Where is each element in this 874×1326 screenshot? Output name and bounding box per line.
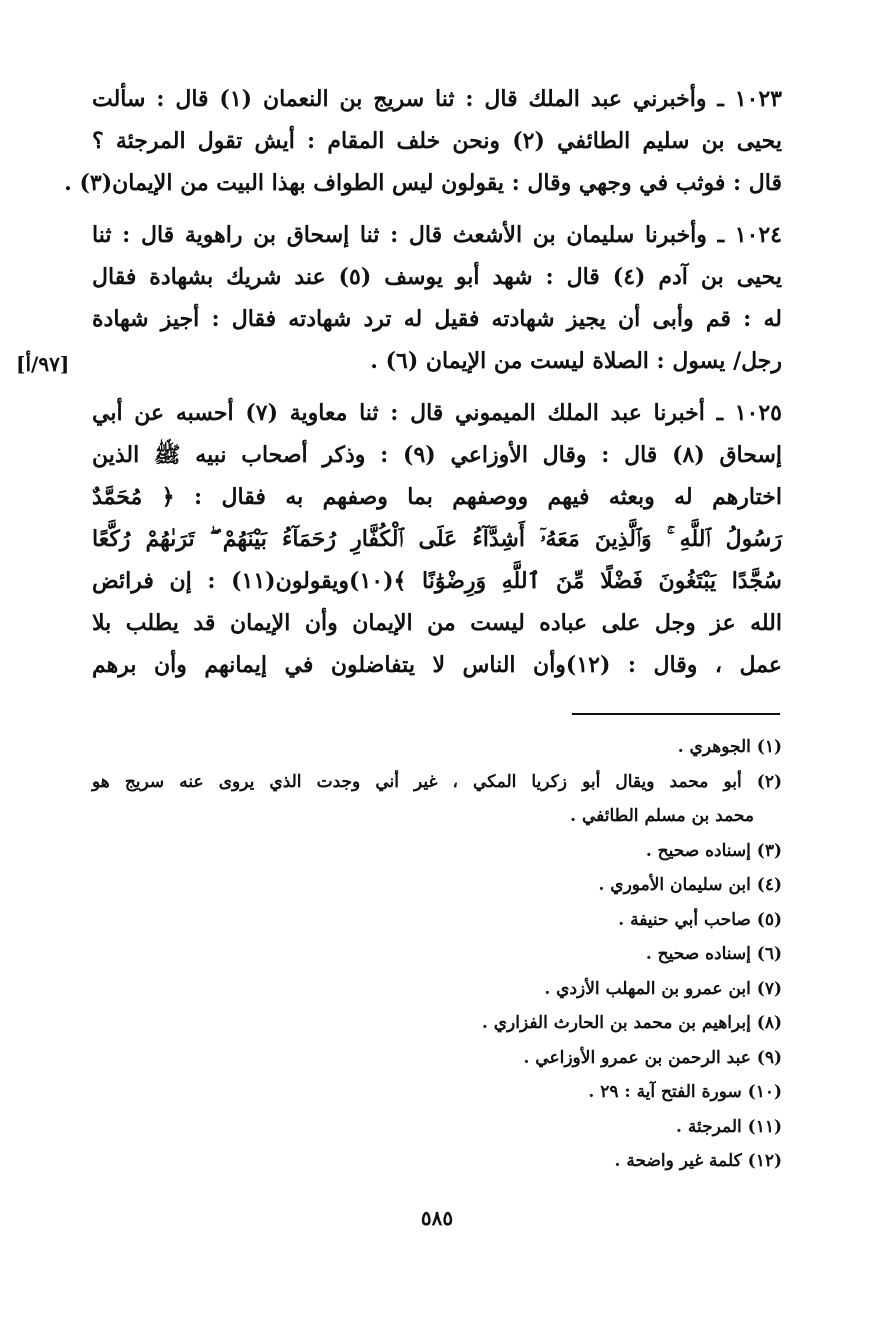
footnote-separator bbox=[572, 713, 780, 715]
footnote: (٢) أبو محمد ويقال أبو زكريا المكي ، غير أني وجدت الذي يروى عنه سريج هو bbox=[92, 771, 782, 792]
footnote: (٦) إسناده صحيح . bbox=[645, 944, 782, 964]
footnotes bbox=[92, 730, 782, 1179]
footnote: (٥) صاحب أبي حنيفة . bbox=[618, 909, 782, 930]
footnote: (٤) ابن سليمان الأموري . bbox=[598, 875, 782, 895]
text-line: الله عز وجل على عباده ليست من الإيمان وأن الإيمان قد يطلب بلا bbox=[92, 610, 782, 636]
footnote: (١٢) كلمة غير واضحة . bbox=[614, 1151, 782, 1171]
main-text-body bbox=[64, 78, 782, 696]
footnote: (٧) ابن عمرو بن المهلب الأزدي . bbox=[544, 978, 782, 999]
text-line: إسحاق (٨) قال : وقال الأوزاعي (٩) : وذكر أصحاب نبيه ﷺ الذين bbox=[92, 442, 782, 468]
text-line: اختارهم له وبعثه فيهم ووصفهم بما وصفهم به فقال : ﴿ مُحَمَّدٌ bbox=[92, 484, 782, 510]
text-line: ١٠٢٥ ـ أخبرنا عبد الملك الميموني قال : ثنا معاوية (٧) أحسبه عن أبي bbox=[92, 400, 782, 426]
text-line: يحيى بن سليم الطائفي (٢) ونحن خلف المقام : أيش تقول المرجئة ؟ bbox=[92, 128, 782, 154]
quran-verse-line: سُجَّدًا يَبْتَغُونَ فَضْلًا مِّنَ ٱللَّهِ وَرِضْوَٰنًا ﴾(١٠)ويقولون(١١) : إن فرائض bbox=[92, 568, 782, 594]
quran-verse-line: رَسُولُ ٱللَّهِ ۚ وَٱلَّذِينَ مَعَهُۥٓ أَشِدَّآءُ عَلَى ٱلْكُفَّارِ رُحَمَآءُ بَيْنَهُمْ ۖ تَرَىٰهُمْ رُكَّعًا bbox=[92, 526, 782, 552]
text-line: رجل/ يسول : الصلاة ليست من الإيمان (٦) . bbox=[370, 348, 782, 374]
footnote: (٩) عبد الرحمن بن عمرو الأوزاعي . bbox=[523, 1047, 782, 1068]
footnote: (١) الجوهري . bbox=[677, 737, 782, 757]
text-line: له : قم وأبى أن يجيز شهادته فقيل له ترد شهادته فقال : أجيز شهادة bbox=[92, 306, 782, 332]
paragraph-1024 bbox=[92, 214, 782, 382]
paragraph-1025 bbox=[92, 392, 782, 686]
text-line: قال : فوثب في وجهي وقال : يقولون ليس الطواف بهذا البيت من الإيمان(٣) . bbox=[64, 170, 782, 196]
text-line: يحيى بن آدم (٤) قال : شهد أبو يوسف (٥) عند شريك بشهادة فقال bbox=[92, 264, 782, 290]
text-line: ١٠٢٣ ـ وأخبرني عبد الملك قال : ثنا سريج بن النعمان (١) قال : سألت bbox=[92, 86, 782, 112]
text-line: ١٠٢٤ ـ وأخبرنا سليمان بن الأشعث قال : ثنا إسحاق بن راهوية قال : ثنا bbox=[92, 222, 782, 248]
manuscript-folio-marker: [٩٧/أ] bbox=[16, 352, 70, 376]
text-line: عمل ، وقال : (١٢)وأن الناس لا يتفاضلون في إيمانهم وأن برهم bbox=[92, 652, 782, 678]
footnote-continuation: محمد بن مسلم الطائفي . bbox=[570, 806, 754, 826]
page-number: ٥٨٥ bbox=[420, 1206, 454, 1230]
paragraph-1023 bbox=[64, 78, 782, 204]
footnote: (١١) المرجئة . bbox=[676, 1116, 782, 1137]
footnote: (٨) إبراهيم بن محمد بن الحارث الفزاري . bbox=[481, 1013, 782, 1033]
footnote: (١٠) سورة الفتح آية : ٢٩ . bbox=[588, 1082, 782, 1102]
footnote: (٣) إسناده صحيح . bbox=[645, 840, 782, 861]
